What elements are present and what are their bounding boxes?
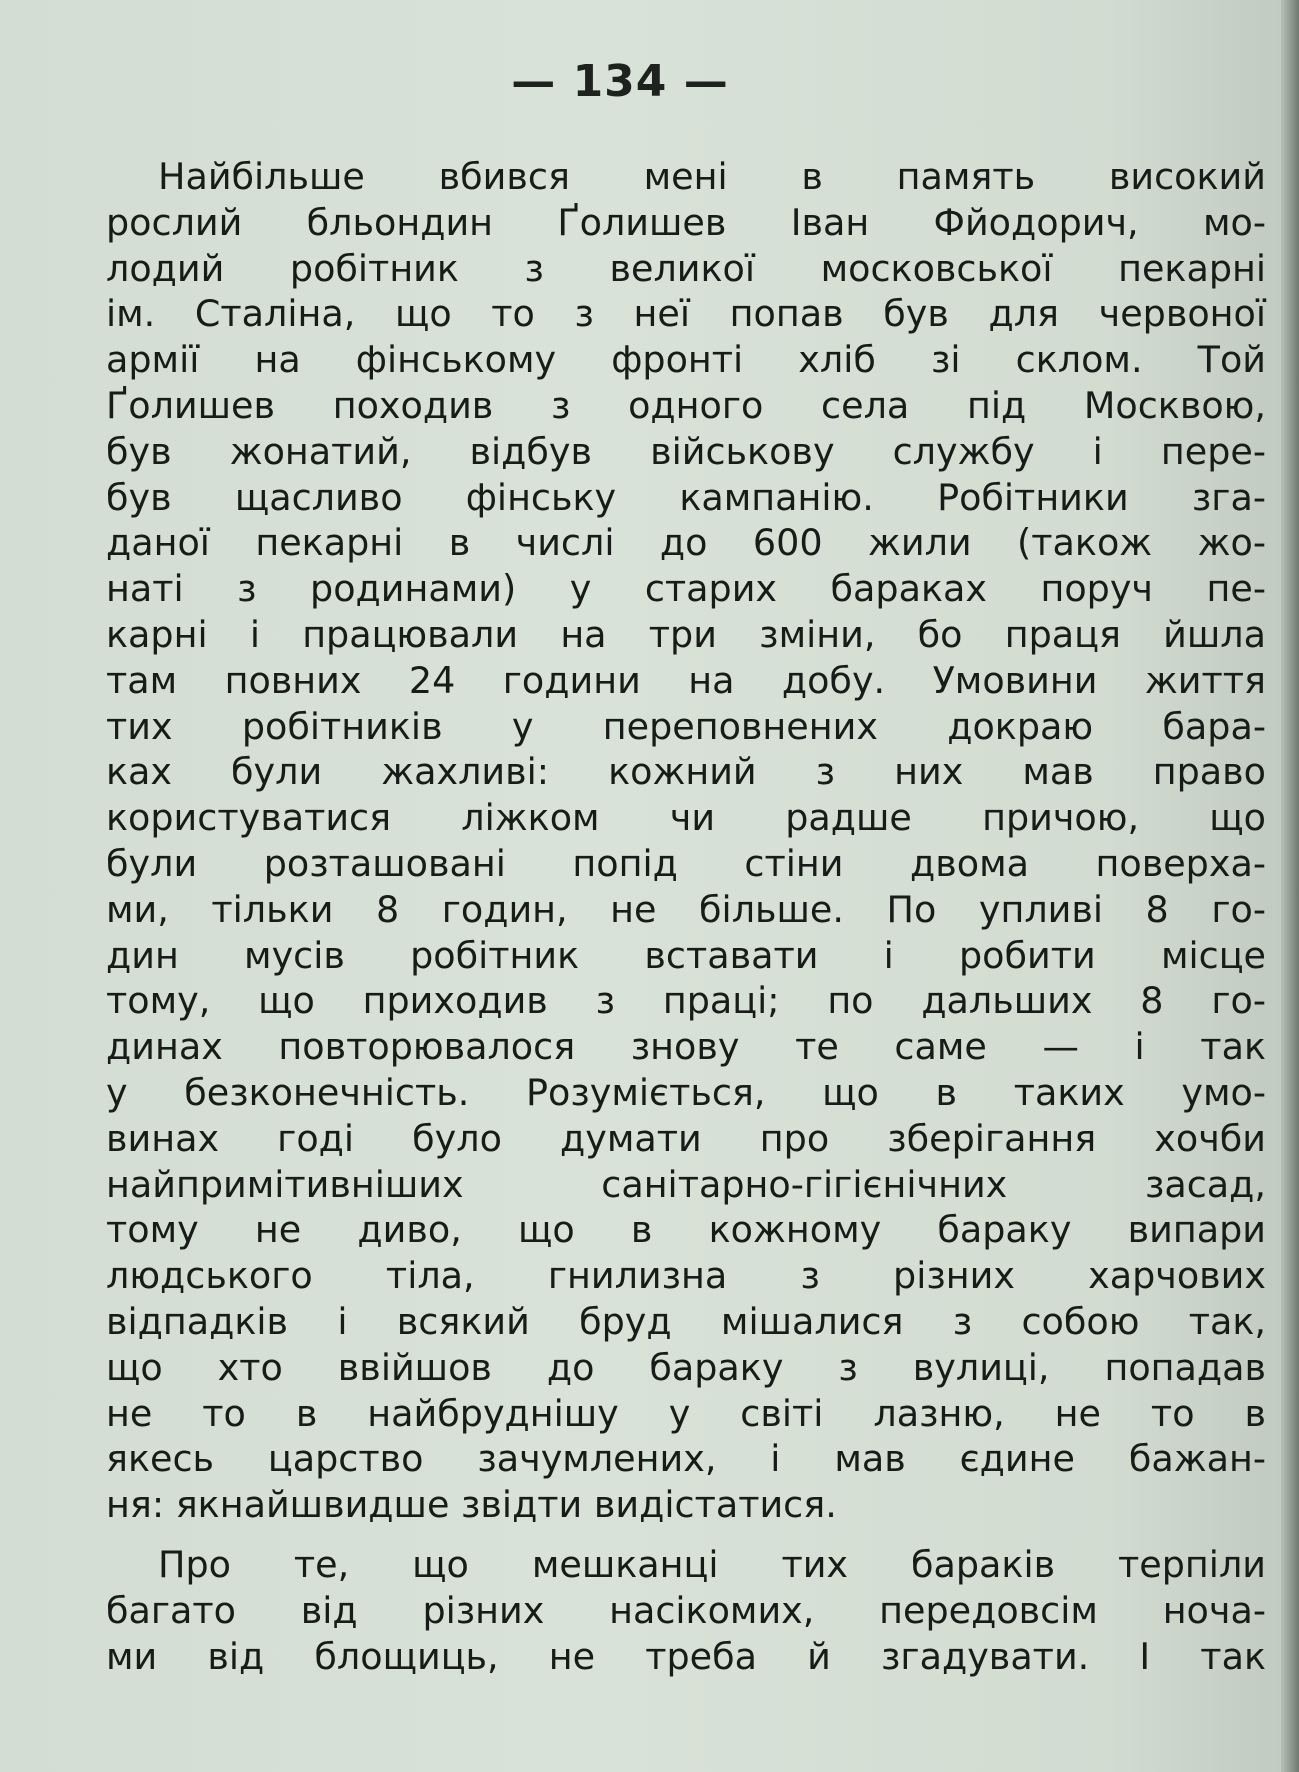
body-text bbox=[106, 154, 1266, 1679]
text-line: багато від різних насікомих, передовсім ноча- bbox=[106, 1588, 1266, 1632]
paragraph-1 bbox=[106, 154, 1266, 1528]
text-line: ня: якнайшвидше звідти видістатися. bbox=[106, 1483, 837, 1527]
text-line: тих робітників у переповнених докраю бара- bbox=[106, 704, 1266, 748]
page-number: — 134 — bbox=[511, 56, 729, 107]
page-binding-edge bbox=[1281, 0, 1299, 1772]
text-line: користуватися ліжком чи радше причою, що bbox=[106, 796, 1266, 840]
text-line: тому не диво, що в кожному бараку випари bbox=[106, 1208, 1266, 1252]
text-line: Найбільше вбився мені в память високий bbox=[158, 155, 1266, 198]
text-line: були розташовані попід стіни двома поверха- bbox=[106, 841, 1266, 885]
text-line: якесь царство зачумлених, і мав єдине бажан- bbox=[106, 1437, 1266, 1481]
text-line: винах годі було думати про зберігання хочби bbox=[106, 1116, 1266, 1160]
text-line: Ґолишев походив з одного села під Москвою, bbox=[106, 383, 1266, 427]
text-line: карні і працювали на три зміни, бо праця йшла bbox=[106, 612, 1266, 656]
text-line: тому, що приходив з праці; по дальших 8 го- bbox=[106, 979, 1266, 1023]
text-line: там повних 24 години на добу. Умовини життя bbox=[106, 658, 1266, 702]
text-line: не то в найбруднішу у світі лазню, не то в bbox=[106, 1391, 1266, 1435]
text-line: відпадків і всякий бруд мішалися з собою так, bbox=[106, 1299, 1266, 1343]
text-line: ім. Сталіна, що то з неї попав був для червоної bbox=[106, 292, 1266, 336]
text-line: Про те, що мешканці тих бараків терпіли bbox=[158, 1542, 1266, 1586]
text-line: що хто ввійшов до бараку з вулиці, попадав bbox=[106, 1345, 1266, 1389]
text-line: ках були жахливі: кожний з них мав право bbox=[106, 750, 1266, 794]
text-line: даної пекарні в числі до 600 жили (також жо- bbox=[106, 521, 1266, 565]
text-line: наті з родинами) у старих бараках поруч пе- bbox=[106, 567, 1266, 611]
paragraph-2 bbox=[106, 1542, 1266, 1679]
text-line: ми від блощиць, не треба й згадувати. І так bbox=[106, 1634, 1266, 1678]
text-line: ми, тільки 8 годин, не більше. По упливі 8 го- bbox=[106, 887, 1266, 931]
text-line: найпримітивніших санітарно-гігієнічних засад, bbox=[106, 1162, 1266, 1206]
text-line: у безконечність. Розуміється, що в таких умо- bbox=[106, 1070, 1266, 1114]
text-line: лодий робітник з великої московської пекарні bbox=[106, 246, 1266, 290]
text-line: людського тіла, гнилизна з різних харчових bbox=[106, 1254, 1266, 1298]
text-line: армії на фінському фронті хліб зі склом. Той bbox=[106, 338, 1266, 382]
text-line: рослий бльондин Ґолишев Іван Фйодорич, мо- bbox=[106, 200, 1266, 244]
text-line: динах повторювалося знову те саме — і так bbox=[106, 1025, 1266, 1069]
text-line: був жонатий, відбув військову службу і пере- bbox=[106, 429, 1266, 473]
text-line: був щасливо фінську кампанію. Робітники зга- bbox=[106, 475, 1266, 519]
text-line: дин мусів робітник вставати і робити місце bbox=[106, 933, 1266, 977]
